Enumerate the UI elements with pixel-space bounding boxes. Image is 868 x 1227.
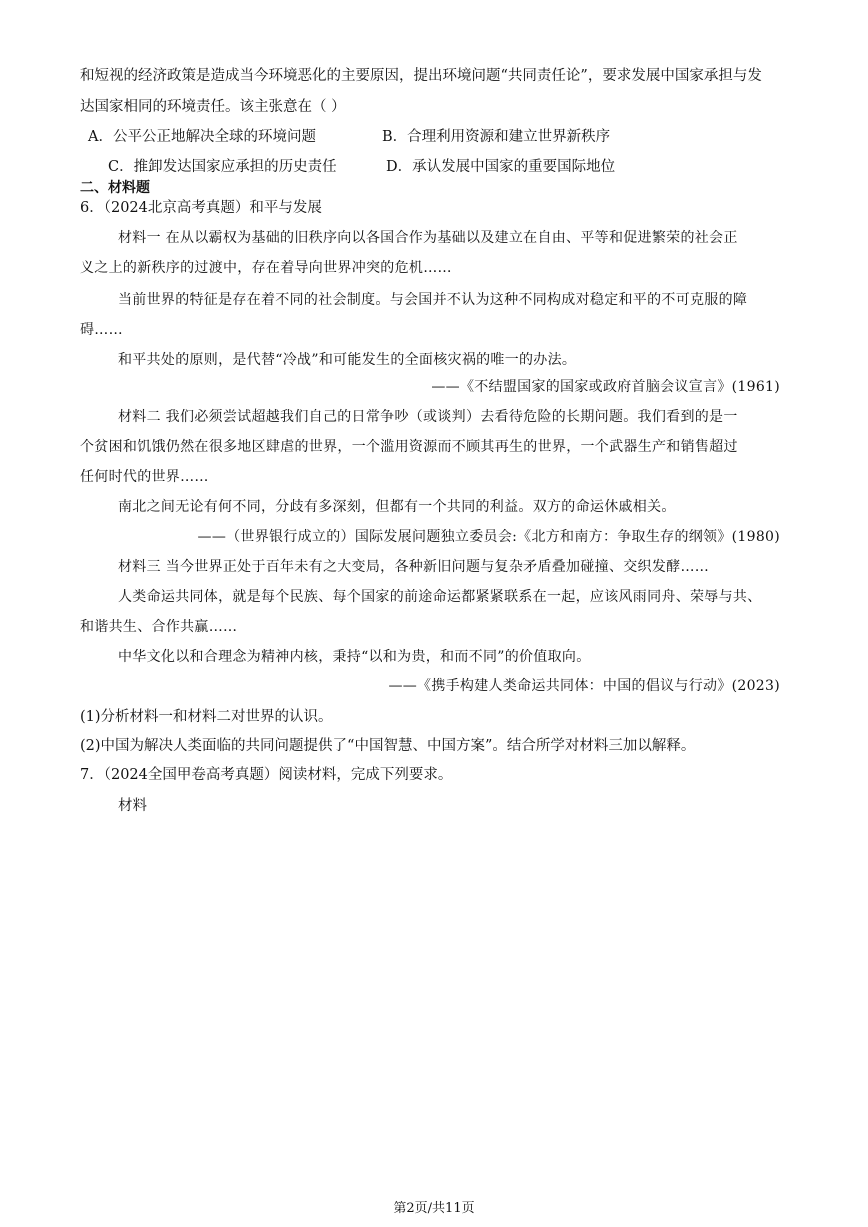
q5-stem-line2: 达国家相同的环境责任。该主张意在（ ）	[80, 99, 346, 115]
q6-m2-p1-line3: 任何时代的世界……	[80, 469, 209, 485]
q6-m2-p1-line2: 个贫困和饥饿仍然在很多地区肆虐的世界，一个滥用资源而不顾其再生的世界，一个武器生产和销售超过	[80, 439, 738, 455]
q6-m3-p3: 中华文化以和合理念为精神内核，秉持“以和为贵，和而不同”的价值取向。	[118, 649, 591, 665]
q5-option-c[interactable]: C．推卸发达国家应承担的历史责任	[108, 159, 337, 175]
q6-m2-source: ——（世界银行成立的）国际发展问题独立委员会:《北方和南方：争取生存的纲领》(1980)	[197, 529, 780, 545]
q7-header: 7．（2024全国甲卷高考真题）阅读材料，完成下列要求。	[80, 767, 453, 783]
q5-option-b[interactable]: B．合理利用资源和建立世界新秩序	[382, 129, 611, 145]
q6-subquestion-2: (2)中国为解决人类面临的共同问题提供了“中国智慧、中国方案”。结合所学对材料三加以解释。	[80, 738, 696, 754]
q6-m2-p2: 南北之间无论有何不同，分歧有多深刻，但都有一个共同的利益。双方的命运休戚相关。	[118, 499, 676, 515]
q6-m3-p2-line2: 和谐共生、合作共赢……	[80, 619, 238, 635]
q6-subquestion-1: (1)分析材料一和材料二对世界的认识。	[80, 709, 333, 725]
q6-m1-p3: 和平共处的原则，是代替“冷战”和可能发生的全面核灾祸的唯一的办法。	[118, 352, 577, 368]
q6-m1-p2-line2: 碍……	[80, 322, 123, 338]
section-title: 二、材料题	[80, 180, 150, 196]
q6-header: 6．（2024北京高考真题）和平与发展	[80, 200, 322, 216]
q6-m1-source: ——《不结盟国家的国家或政府首脑会议宣言》(1961)	[431, 379, 780, 395]
page-footer: 第2页/共11页	[393, 1201, 475, 1216]
q5-stem-line1: 和短视的经济政策是造成当今环境恶化的主要原因，提出环境问题“共同责任论”，要求发展中国家承担与发	[80, 68, 762, 84]
q7-material-label: 材料	[118, 798, 147, 814]
q6-m1-p2-line1: 当前世界的特征是存在着不同的社会制度。与会国并不认为这种不同构成对稳定和平的不可克服的障	[118, 292, 748, 308]
q6-m3-p2-line1: 人类命运共同体，就是每个民族、每个国家的前途命运都紧紧联系在一起，应该风雨同舟、荣辱与共、	[118, 589, 762, 605]
q5-option-d[interactable]: D．承认发展中国家的重要国际地位	[386, 159, 616, 175]
q6-m1-p1-line2: 义之上的新秩序的过渡中，存在着导向世界冲突的危机……	[80, 260, 452, 276]
q6-m3-p1: 材料三 当今世界正处于百年未有之大变局，各种新旧问题与复杂矛盾叠加碰撞、交织发酵……	[118, 559, 710, 575]
q6-m2-p1-line1: 材料二 我们必须尝试超越我们自己的日常争吵（或谈判）去看待危险的长期问题。我们看到的是一	[118, 409, 738, 425]
q6-m1-p1-line1: 材料一 在从以霸权为基础的旧秩序向以各国合作为基础以及建立在自由、平等和促进繁荣的社会正	[118, 230, 738, 246]
q6-m3-source: ——《携手构建人类命运共同体：中国的倡议与行动》(2023)	[388, 678, 780, 694]
q5-option-a[interactable]: A．公平公正地解决全球的环境问题	[88, 129, 316, 145]
